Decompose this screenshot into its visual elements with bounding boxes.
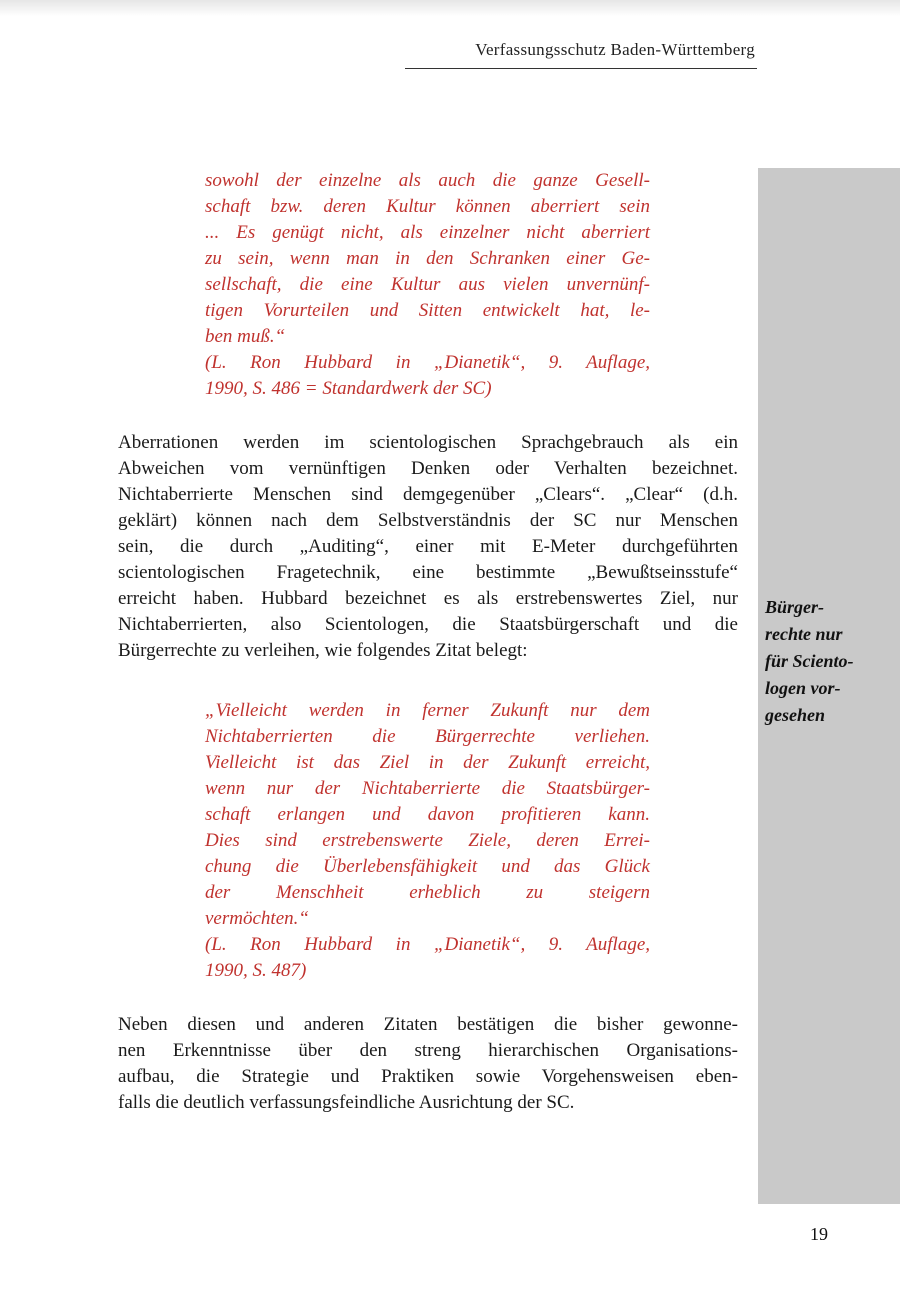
- quote-line: vermöchten.“: [205, 908, 309, 929]
- quote-block-1: [205, 168, 650, 402]
- paragraph-line: sein, die durch „Auditing“, einer mit E-Meter durchgeführten: [118, 536, 738, 557]
- paragraph-line: Nichtaberrierte Menschen sind demgegenüber „Clears“. „Clear“ (d.h.: [118, 484, 738, 505]
- paragraph-line: scientologischen Fragetechnik, eine bestimmte „Bewußtseinsstufe“: [118, 562, 738, 583]
- quote-line: „Vielleicht werden in ferner Zukunft nur dem: [205, 700, 650, 721]
- margin-note-line: für Sciento-: [765, 651, 854, 671]
- quote-line: ... Es genügt nicht, als einzelner nicht aberriert: [205, 222, 650, 243]
- quote-line: tigen Vorurteilen und Sitten entwickelt hat, le-: [205, 300, 650, 321]
- quote-line: sowohl der einzelne als auch die ganze Gesell-: [205, 170, 650, 191]
- quote-line: zu sein, wenn man in den Schranken einer Ge-: [205, 248, 650, 269]
- paragraph-line: falls die deutlich verfassungsfeindliche Ausrichtung der SC.: [118, 1092, 575, 1113]
- quote-line: Vielleicht ist das Ziel in der Zukunft erreicht,: [205, 752, 650, 773]
- quote-block-2: [205, 698, 650, 984]
- quote-citation: 1990, S. 487): [205, 960, 307, 981]
- paragraph-line: aufbau, die Strategie und Praktiken sowie Vorgehensweisen eben-: [118, 1066, 738, 1087]
- quote-citation: (L. Ron Hubbard in „Dianetik“, 9. Auflage,: [205, 352, 650, 373]
- paragraph-line: Aberrationen werden im scientologischen Sprachgebrauch als ein: [118, 432, 738, 453]
- quote-line: Nichtaberrierten die Bürgerrechte verliehen.: [205, 726, 650, 747]
- body-paragraph-1: [118, 430, 738, 664]
- page-top-edge: [0, 0, 900, 16]
- body-paragraph-2: [118, 1012, 738, 1116]
- paragraph-line: Bürgerrechte zu verleihen, wie folgendes Zitat belegt:: [118, 640, 528, 661]
- page-number: 19: [810, 1224, 828, 1244]
- quote-line: der Menschheit erheblich zu steigern: [205, 882, 650, 903]
- quote-line: sellschaft, die eine Kultur aus vielen unvernünf-: [205, 274, 650, 295]
- paragraph-line: Nichtaberrierten, also Scientologen, die Staatsbürgerschaft und die: [118, 614, 738, 635]
- margin-note: [765, 594, 895, 729]
- paragraph-line: erreicht haben. Hubbard bezeichnet es als erstrebenswertes Ziel, nur: [118, 588, 738, 609]
- quote-line: ben muß.“: [205, 326, 286, 347]
- quote-line: chung die Überlebensfähigkeit und das Glück: [205, 856, 650, 877]
- header-rule: [405, 68, 757, 69]
- quote-citation: (L. Ron Hubbard in „Dianetik“, 9. Auflage,: [205, 934, 650, 955]
- paragraph-line: Abweichen vom vernünftigen Denken oder Verhalten bezeichnet.: [118, 458, 738, 479]
- quote-citation: 1990, S. 486 = Standardwerk der SC): [205, 378, 492, 399]
- running-header: Verfassungsschutz Baden-Württemberg: [475, 40, 755, 59]
- quote-line: wenn nur der Nichtaberrierte die Staatsbürger-: [205, 778, 650, 799]
- margin-note-line: Bürger-: [765, 597, 825, 617]
- margin-note-line: rechte nur: [765, 624, 843, 644]
- paragraph-line: geklärt) können nach dem Selbstverständnis der SC nur Menschen: [118, 510, 738, 531]
- paragraph-line: Neben diesen und anderen Zitaten bestätigen die bisher gewonne-: [118, 1014, 738, 1035]
- quote-line: schaft erlangen und davon profitieren kann.: [205, 804, 650, 825]
- quote-line: Dies sind erstrebenswerte Ziele, deren Errei-: [205, 830, 650, 851]
- margin-note-line: logen vor-: [765, 678, 841, 698]
- paragraph-line: nen Erkenntnisse über den streng hierarchischen Organisations-: [118, 1040, 738, 1061]
- margin-note-line: gesehen: [765, 705, 825, 725]
- quote-line: schaft bzw. deren Kultur können aberriert sein: [205, 196, 650, 217]
